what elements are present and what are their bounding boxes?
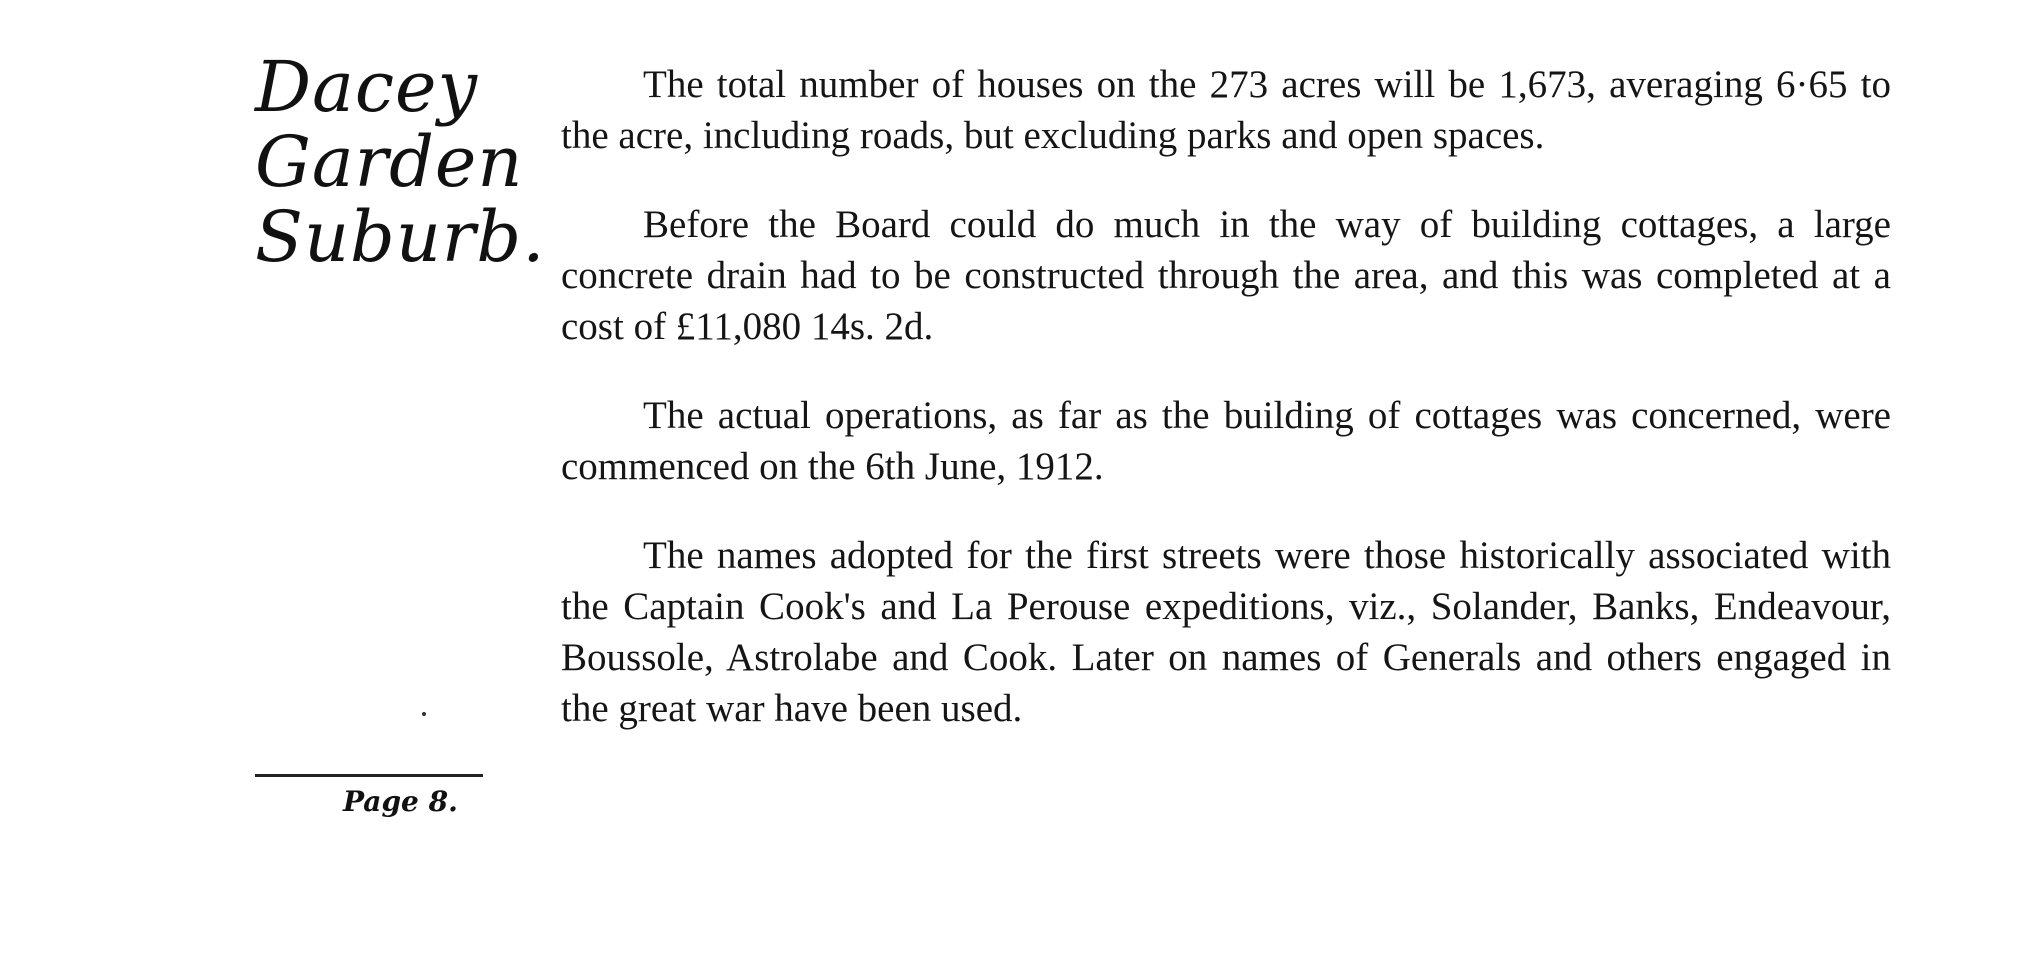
body-text — [561, 59, 1891, 772]
footer-divider — [255, 774, 483, 777]
side-heading-line-1: Dacey — [255, 46, 479, 128]
page-number: Page 8. — [343, 785, 458, 818]
paragraph-drain: Before the Board could do much in the way of building cottages, a large concrete drain had to be constructed through the area, and this was completed at a cost of £11,080 14s. 2d. — [561, 203, 1891, 348]
side-heading-line-2: Garden — [255, 121, 524, 203]
paragraph-street-names: The names adopted for the first streets were those historically associated with the Captain Cook's and La Perouse expeditions, viz., Solander, Banks, Endeavour, Boussole, Astrolabe and Cook. Later on names of Generals and others engaged in the great war have been used. — [561, 534, 1891, 730]
paragraph-houses: The total number of houses on the 273 acres will be 1,673, averaging 6·65 to the acre, including roads, but excluding parks and open spaces. — [561, 63, 1891, 157]
paragraph-operations: The actual operations, as far as the building of cottages was concerned, were commenced on the 6th June, 1912. — [561, 394, 1891, 488]
side-heading-line-3: Suburb. — [255, 196, 546, 278]
side-heading — [255, 46, 546, 278]
print-speck — [422, 712, 426, 716]
